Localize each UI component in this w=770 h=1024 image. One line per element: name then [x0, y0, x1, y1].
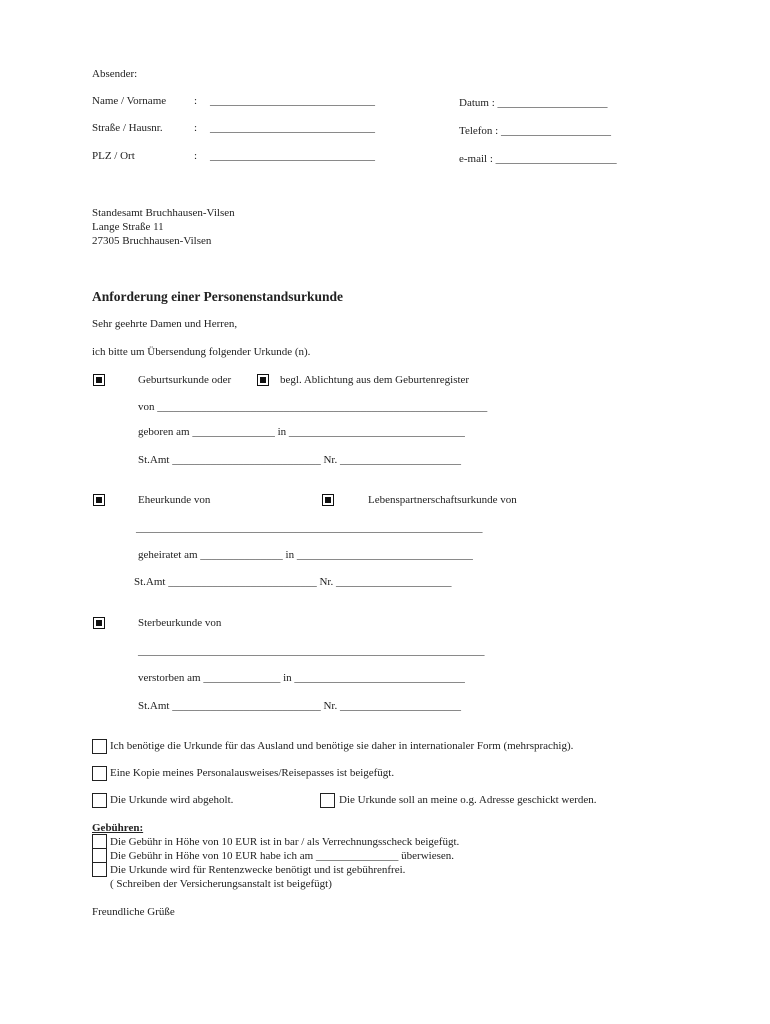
fee-cash-checkbox[interactable]	[92, 834, 107, 849]
street-colon: :	[194, 122, 198, 134]
street-field[interactable]: ______________________________	[210, 122, 375, 134]
city-colon: :	[194, 150, 198, 162]
international-checkbox[interactable]	[92, 739, 107, 754]
id-copy-checkbox[interactable]	[92, 766, 107, 781]
fee-pension-label: Die Urkunde wird für Rentenzwecke benötigt und ist gebührenfrei.	[110, 864, 406, 876]
birth-office-line[interactable]: St.Amt ___________________________ Nr. ______________________	[138, 454, 461, 466]
email-field[interactable]: e-mail : ______________________	[459, 153, 617, 165]
date-field[interactable]: Datum : ____________________	[459, 97, 608, 109]
fee-pension-note: ( Schreiben der Versicherungsanstalt ist beigefügt)	[110, 878, 332, 890]
recipient-line-2: Lange Straße 11	[92, 221, 164, 233]
marriage-date-line[interactable]: geheiratet am _______________ in ________________________________	[138, 549, 473, 561]
pickup-label: Die Urkunde wird abgeholt.	[110, 794, 234, 806]
international-label: Ich benötige die Urkunde für das Ausland und benötige sie daher in internationaler Form (mehrsprachig).	[110, 740, 574, 752]
salutation: Sehr geehrte Damen und Herren,	[92, 318, 238, 330]
birth-copy-label: begl. Ablichtung aus dem Geburtenregister	[280, 374, 470, 386]
partnership-label: Lebenspartnerschaftsurkunde von	[368, 494, 517, 506]
pickup-checkbox[interactable]	[92, 793, 107, 808]
mail-checkbox[interactable]	[320, 793, 335, 808]
city-label: PLZ / Ort	[92, 150, 135, 162]
street-label: Straße / Hausnr.	[92, 122, 163, 134]
marriage-name-line[interactable]: _______________________________________________________________	[136, 522, 483, 534]
fee-transfer-label: Die Gebühr in Höhe von 10 EUR habe ich am _______________ überwiesen.	[110, 850, 454, 862]
death-name-line[interactable]: _______________________________________________________________	[138, 645, 485, 657]
birth-name-line[interactable]: von ____________________________________________________________	[138, 401, 488, 413]
closing-text: Freundliche Grüße	[92, 906, 175, 918]
recipient-line-3: 27305 Bruchhausen-Vilsen	[92, 235, 212, 247]
fee-cash-label: Die Gebühr in Höhe von 10 EUR ist in bar / als Verrechnungsscheck beigefügt.	[110, 836, 460, 848]
name-field[interactable]: ______________________________	[210, 95, 375, 107]
birth-copy-checkbox[interactable]	[257, 374, 269, 386]
name-label: Name / Vorname	[92, 95, 167, 107]
fees-heading: Gebühren:	[92, 822, 144, 834]
page-title: Anforderung einer Personenstandsurkunde	[92, 289, 344, 304]
death-date-line[interactable]: verstorben am ______________ in _______________________________	[138, 672, 465, 684]
marriage-office-line[interactable]: St.Amt ___________________________ Nr. _____________________	[134, 576, 452, 588]
death-office-line[interactable]: St.Amt ___________________________ Nr. ______________________	[138, 700, 461, 712]
fee-transfer-checkbox[interactable]	[92, 848, 107, 863]
recipient-line-1: Standesamt Bruchhausen-Vilsen	[92, 207, 235, 219]
death-checkbox[interactable]	[93, 617, 105, 629]
marriage-checkbox[interactable]	[93, 494, 105, 506]
city-field[interactable]: ______________________________	[210, 150, 375, 162]
sender-label: Absender:	[92, 68, 138, 80]
id-copy-label: Eine Kopie meines Personalausweises/Reisepasses ist beigefügt.	[110, 767, 395, 779]
phone-field[interactable]: Telefon : ____________________	[459, 125, 611, 137]
birth-label: Geburtsurkunde oder	[138, 374, 232, 386]
birth-date-line[interactable]: geboren am _______________ in ________________________________	[138, 426, 465, 438]
request-text: ich bitte um Übersendung folgender Urkunde (n).	[92, 346, 311, 358]
name-colon: :	[194, 95, 198, 107]
fee-pension-checkbox[interactable]	[92, 862, 107, 877]
death-label: Sterbeurkunde von	[138, 617, 222, 629]
mail-label: Die Urkunde soll an meine o.g. Adresse geschickt werden.	[339, 794, 597, 806]
birth-checkbox[interactable]	[93, 374, 105, 386]
marriage-label: Eheurkunde von	[138, 494, 211, 506]
partnership-checkbox[interactable]	[322, 494, 334, 506]
